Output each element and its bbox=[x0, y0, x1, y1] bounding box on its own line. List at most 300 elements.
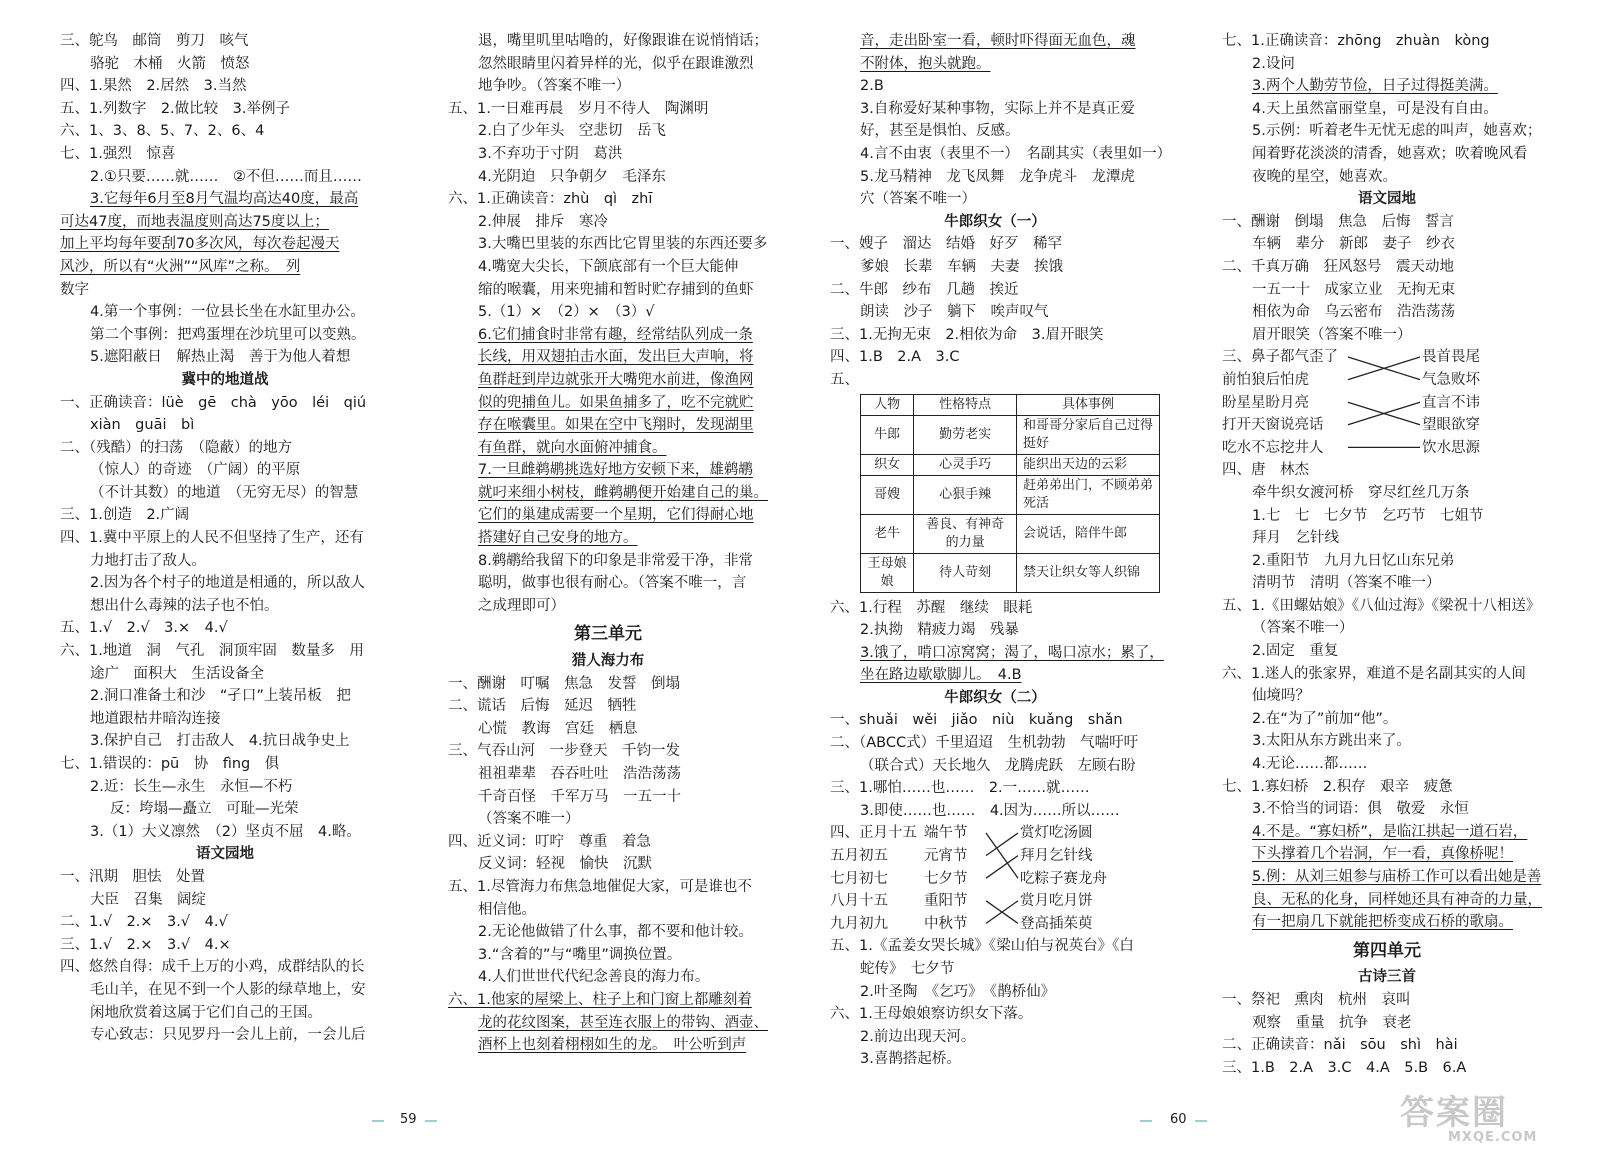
match-item: 九月初九 bbox=[830, 915, 888, 932]
watermark-logo: 答案圈 bbox=[1400, 1093, 1508, 1133]
answer-line bbox=[830, 732, 1160, 755]
answer-text: 闻着野花淡淡的清香，她喜欢；吹着晚风看 bbox=[1252, 145, 1528, 162]
page-number-left: 59 bbox=[400, 1112, 417, 1127]
answer-text: 一、酬谢 倒塌 焦急 后悔 誓言 bbox=[1222, 213, 1454, 230]
answer-line bbox=[448, 414, 768, 437]
answer-line bbox=[830, 324, 1160, 347]
answer-text: 2.①只要……就…… ②不但……而且…… bbox=[90, 168, 362, 185]
answer-text: 拜月 乞针线 bbox=[1252, 530, 1339, 547]
answer-line bbox=[448, 233, 768, 256]
answer-line bbox=[448, 966, 768, 989]
answer-line bbox=[60, 301, 390, 324]
answer-line bbox=[60, 392, 390, 415]
answer-line bbox=[60, 98, 390, 121]
answer-line bbox=[1222, 211, 1552, 234]
answer-line bbox=[1222, 505, 1552, 528]
answer-line bbox=[1222, 798, 1552, 821]
match-item: 望眼欲穿 bbox=[1422, 417, 1480, 434]
answer-text: 五、1.列数字 2.做比较 3.举例子 bbox=[60, 100, 291, 117]
answer-text: 骆驼 木桶 火箭 愤怒 bbox=[90, 55, 250, 72]
answer-text: 六、1.王母娘娘察访织女下落。 bbox=[830, 1006, 1033, 1023]
answer-line bbox=[60, 166, 390, 189]
answer-text: 2.设问 bbox=[1252, 55, 1295, 72]
section-heading: 语文园地 bbox=[196, 846, 254, 863]
answer-line bbox=[1222, 550, 1552, 573]
table-cell: 心灵手巧 bbox=[914, 454, 1017, 475]
answer-text: 穴（答案不唯一） bbox=[860, 191, 976, 208]
answer-line bbox=[60, 572, 390, 595]
answer-line bbox=[448, 369, 768, 392]
answer-text: 4.言不由衷（表里不一） 名副其实（表里如一） bbox=[860, 145, 1172, 162]
answer-line bbox=[60, 143, 390, 166]
answer-line bbox=[448, 718, 768, 741]
answer-line bbox=[830, 755, 1160, 778]
answer-text: 坐在路边歇歇脚儿。 4.B bbox=[860, 667, 1022, 684]
answer-line bbox=[60, 821, 390, 844]
answer-line bbox=[448, 550, 768, 573]
answer-text: 六、1.正确读音：zhù qì zhī bbox=[448, 191, 653, 208]
answer-text: 三、1.创造 2.广阔 bbox=[60, 507, 190, 524]
match-item: 中秋节 bbox=[924, 915, 968, 932]
answer-text: 长线，用双翅拍击水面，发出巨大声响，将 bbox=[478, 349, 754, 366]
answer-line bbox=[1222, 595, 1552, 618]
answer-line bbox=[60, 53, 390, 76]
match-item: 打开天窗说亮话 bbox=[1222, 417, 1324, 434]
match-item: 气急败坏 bbox=[1422, 371, 1480, 388]
section-heading: 古诗三首 bbox=[1358, 969, 1416, 986]
answer-line bbox=[1222, 753, 1552, 776]
answer-line bbox=[448, 527, 768, 550]
answer-text: 2.在“为了”前加“他”。 bbox=[1252, 710, 1398, 727]
answer-text: 4.第一个事例：一位县长坐在水缸里办公。 bbox=[90, 304, 365, 321]
table-cell: 王母娘娘 bbox=[861, 553, 914, 592]
answer-line bbox=[448, 120, 768, 143]
answer-line bbox=[448, 595, 768, 618]
answer-text: 牵牛织女渡河桥 穿尽红丝几万条 bbox=[1252, 484, 1470, 501]
table-row bbox=[861, 553, 1160, 592]
answer-text: 一、正确读音：lüè gē chà yōo léi qiú bbox=[60, 394, 367, 411]
answer-line bbox=[60, 346, 390, 369]
table-row bbox=[861, 475, 1160, 514]
match-item: 吃水不忘挖井人 bbox=[1222, 439, 1324, 456]
table-cell: 待人苛刻 bbox=[914, 553, 1017, 592]
answer-text: 2.固定 重复 bbox=[1252, 643, 1339, 660]
answer-text: 3.不弃功于寸阴 葛洪 bbox=[478, 145, 623, 162]
answer-text: xiàn guāi bì bbox=[90, 417, 195, 434]
answer-line bbox=[1222, 1012, 1552, 1035]
answer-line bbox=[830, 346, 1160, 369]
answer-text: 相信他。 bbox=[478, 901, 536, 918]
matching-lines bbox=[984, 822, 1020, 935]
answer-text: 蛇传》 七夕节 bbox=[860, 961, 955, 978]
answer-text: 二、正确读音：nǎi sōu shì hài bbox=[1222, 1037, 1458, 1054]
section-heading: 第三单元 bbox=[574, 624, 642, 645]
answer-text: 四、唐 林杰 bbox=[1222, 462, 1309, 479]
answer-text: 祖祖辈辈 吞吞吐吐 浩浩荡荡 bbox=[478, 766, 681, 782]
answer-text: 四、1.冀中平原上的人民不但坚持了生产，还有 bbox=[60, 530, 364, 547]
answer-line bbox=[1222, 821, 1552, 844]
match-item: 七夕节 bbox=[924, 870, 968, 887]
answer-line bbox=[60, 776, 390, 799]
answer-line bbox=[448, 831, 768, 854]
answer-line bbox=[448, 1012, 768, 1035]
answer-line bbox=[60, 617, 390, 640]
answer-text: 大臣 召集 阔绽 bbox=[90, 891, 206, 908]
answer-line bbox=[448, 30, 768, 53]
answer-text: 三、1.√ 2.× 3.√ 4.× bbox=[60, 936, 231, 953]
table-cell: 赶弟弟出门，不顾弟弟死活 bbox=[1017, 475, 1160, 514]
answer-line bbox=[448, 740, 768, 763]
table-header: 人物 bbox=[861, 394, 914, 415]
answer-text: 2.叶圣陶 《乞巧》 《鹊桥仙》 bbox=[860, 983, 1056, 1000]
answer-line bbox=[448, 763, 768, 786]
answer-line bbox=[1222, 776, 1552, 799]
answer-line bbox=[1222, 527, 1552, 550]
answer-text: 6.它们捕食时非常有趣，经常结队列成一条 bbox=[478, 326, 753, 343]
answer-text: 聪明，做事也很有耐心。（答案不唯一，言 bbox=[478, 575, 747, 592]
answer-line bbox=[830, 709, 1160, 732]
matching-lines bbox=[1346, 346, 1422, 459]
answer-text: （联合式）天长地久 龙腾虎跃 左顾右盼 bbox=[860, 757, 1136, 774]
answer-line bbox=[1222, 572, 1552, 595]
answer-line bbox=[830, 981, 1160, 1004]
table-cell: 善良、有神奇的力量 bbox=[914, 514, 1017, 553]
match-line bbox=[986, 833, 1018, 856]
match-line bbox=[986, 856, 1018, 879]
answer-text: 忽然眼睛里闪着异样的光，似乎在跟谁激烈 bbox=[478, 55, 754, 72]
answer-line bbox=[1222, 640, 1552, 663]
answer-text: 四、1.B 2.A 3.C bbox=[830, 349, 960, 366]
answer-line bbox=[60, 527, 390, 550]
table-cell: 织女 bbox=[861, 454, 914, 475]
answer-text: 想出什么毒辣的法子也不怕。 bbox=[90, 597, 279, 614]
answer-text: 五、 bbox=[830, 371, 859, 388]
answer-line bbox=[1222, 30, 1552, 53]
match-item: 吃粽子赛龙舟 bbox=[1020, 870, 1107, 887]
answer-line bbox=[830, 597, 1160, 620]
answer-text: 爹娘 长辈 车辆 夫妻 挨饿 bbox=[860, 258, 1063, 275]
answer-line bbox=[448, 876, 768, 899]
answer-text: 七、1.强烈 惊喜 bbox=[60, 145, 176, 162]
answer-line bbox=[60, 120, 390, 143]
answer-text: 一五一十 成家立业 无拘无束 bbox=[1252, 281, 1455, 298]
answer-text: 有鱼群，就向水面俯冲捕食。 bbox=[478, 439, 667, 456]
answer-text: 反义词：轻视 愉快 沉默 bbox=[478, 856, 652, 873]
answer-line bbox=[1222, 889, 1552, 912]
answer-text: 3.不恰当的词语：俱 敬爱 永恒 bbox=[1252, 801, 1469, 818]
answer-text: 3.（1）大义凛然 （2）坚贞不屈 4.略。 bbox=[90, 823, 361, 840]
answer-line bbox=[60, 934, 390, 957]
answer-line bbox=[1222, 279, 1552, 302]
answer-line bbox=[448, 808, 768, 831]
answer-text: 地道跟枯井暗沟连接 bbox=[90, 710, 221, 727]
section-heading: 第四单元 bbox=[1353, 940, 1421, 961]
answer-line bbox=[830, 958, 1160, 981]
table-header: 具体事例 bbox=[1017, 394, 1160, 415]
match-item: 重阳节 bbox=[924, 893, 968, 910]
answer-line bbox=[830, 301, 1160, 324]
column-4 bbox=[1222, 30, 1552, 1079]
answer-text: 一、shuǎi wěi jiǎo niù kuǎng shǎn bbox=[830, 712, 1123, 729]
answer-text: 六、1.他家的屋梁上、柱子上和门窗上都雕刻着 bbox=[448, 991, 752, 1008]
answer-line bbox=[830, 75, 1160, 98]
match-item: 端午节 bbox=[924, 825, 968, 842]
answer-line bbox=[1222, 256, 1552, 279]
answer-line bbox=[1222, 233, 1552, 256]
match-item: 拜月乞针线 bbox=[1020, 848, 1093, 865]
answer-line bbox=[1222, 989, 1552, 1012]
watermark-url: MXQE.COM bbox=[1448, 1130, 1538, 1145]
answer-text: 不附体，抱头就跑。 bbox=[860, 55, 991, 72]
answer-line bbox=[448, 695, 768, 718]
match-item: 赏月吃月饼 bbox=[1020, 893, 1093, 910]
answer-line bbox=[60, 233, 390, 256]
answer-text: 仙境吗？ bbox=[1252, 688, 1310, 705]
answer-text: 3.饿了，啃口凉窝窝；渴了，喝口凉水；累了， bbox=[860, 644, 1164, 661]
answer-line bbox=[60, 979, 390, 1002]
answer-line bbox=[1222, 730, 1552, 753]
answer-line bbox=[830, 664, 1160, 687]
answer-text: 三、鸵鸟 邮筒 剪刀 咳气 bbox=[60, 33, 249, 49]
match-item: 盼星星盼月亮 bbox=[1222, 394, 1309, 411]
answer-line bbox=[830, 53, 1160, 76]
answer-line bbox=[60, 256, 390, 279]
answer-text: 三、1.无拘无束 2.相依为命 3.眉开眼笑 bbox=[830, 326, 1104, 343]
match-item: 三、鼻子都气歪了 bbox=[1222, 349, 1338, 366]
answer-line bbox=[448, 482, 768, 505]
answer-text: 它们的巢建成需要一个星期，它们得耐心地 bbox=[478, 507, 754, 524]
match-item: 直言不讳 bbox=[1422, 394, 1480, 411]
answer-line bbox=[830, 369, 1160, 392]
section-heading: 牛郎织女（二） bbox=[944, 689, 1046, 706]
answer-line bbox=[1222, 866, 1552, 889]
answer-line bbox=[448, 53, 768, 76]
table-cell: 哥嫂 bbox=[861, 475, 914, 514]
page-deco bbox=[372, 1120, 384, 1122]
answer-line bbox=[1222, 663, 1552, 686]
answer-text: 毛山羊，在见不到一个人影的绿草地上，安 bbox=[90, 981, 366, 998]
answer-text: 2.伸展 排斥 寒冷 bbox=[478, 213, 608, 230]
section-heading: 语文园地 bbox=[1358, 191, 1416, 208]
answer-text: 第二个事例：把鸡蛋埋在沙坑里可以变熟。 bbox=[90, 326, 366, 343]
answer-text: 夜晚的星空，她喜欢。 bbox=[1252, 168, 1397, 185]
answer-text: 风沙，所以有“火洲”“风库”之称。 列 bbox=[60, 258, 301, 275]
answer-text: 四、1.果然 2.居然 3.当然 bbox=[60, 78, 247, 95]
answer-text: 朗读 沙子 躺下 唉声叹气 bbox=[860, 304, 1049, 321]
answer-line bbox=[60, 414, 390, 437]
answer-text: 一、嫂子 溜达 结婚 好歹 稀罕 bbox=[830, 236, 1062, 253]
answer-line bbox=[448, 256, 768, 279]
answer-text: 五、1.尽管海力布焦急地催促大家，可是谁也不 bbox=[448, 878, 752, 895]
answer-line bbox=[1222, 708, 1552, 731]
answer-text: 相依为命 乌云密布 浩浩荡荡 bbox=[1252, 304, 1455, 321]
answer-text: 六、1、3、8、5、7、2、6、4 bbox=[60, 123, 265, 140]
answer-line bbox=[60, 75, 390, 98]
answer-text: 2.近：长生—永生 永恒—不朽 bbox=[90, 778, 293, 795]
match-item: 元宵节 bbox=[924, 848, 968, 865]
answer-text: 4.无论……都…… bbox=[1252, 756, 1368, 773]
answer-text: 3.“含着的”与“嘴里”调换位置。 bbox=[478, 946, 682, 963]
answer-text: 2.重阳节 九月九日忆山东兄弟 bbox=[1252, 552, 1455, 569]
answer-text: 3.喜鹊搭起桥。 bbox=[860, 1051, 961, 1068]
answer-line bbox=[1222, 120, 1552, 143]
answer-line bbox=[830, 800, 1160, 823]
answer-text: 四、悠然自得：成千上万的小鸡，成群结队的长 bbox=[60, 959, 365, 976]
table-row bbox=[861, 415, 1160, 454]
answer-line bbox=[60, 956, 390, 979]
answer-line bbox=[448, 211, 768, 234]
answer-line bbox=[448, 673, 768, 696]
answer-text: 7.一旦雌鹈鹕挑选好地方安顿下来，雄鹈鹕 bbox=[478, 462, 753, 479]
answer-line bbox=[60, 911, 390, 934]
answer-line bbox=[1222, 143, 1552, 166]
answer-text: 力地打击了敌人。 bbox=[90, 552, 206, 569]
answer-line bbox=[60, 708, 390, 731]
answer-text: （惊人）的奇迹 （广阔）的平原 bbox=[90, 462, 301, 479]
answer-text: 眉开眼笑（答案不唯一） bbox=[1252, 326, 1412, 343]
answer-line bbox=[1222, 911, 1552, 934]
character-table bbox=[860, 394, 1160, 593]
answer-text: 良、无私的化身，同样她还具有神奇的力量， bbox=[1252, 891, 1542, 908]
answer-text: 5.遮阳蔽日 解热止渴 善于为他人着想 bbox=[90, 349, 351, 366]
answer-text: 1.七 七 七夕节 乞巧节 七姐节 bbox=[1252, 507, 1484, 524]
answer-text: 4.天上虽然富丽堂皇，可是没有自由。 bbox=[1252, 100, 1498, 117]
answer-line bbox=[448, 392, 768, 415]
answer-line bbox=[60, 30, 390, 53]
answer-line bbox=[448, 166, 768, 189]
table-cell: 老牛 bbox=[861, 514, 914, 553]
answer-line bbox=[830, 1003, 1160, 1026]
answer-text: 存在喉囊里。如果在空中飞翔时，发现湖里 bbox=[478, 417, 754, 434]
answer-line bbox=[830, 120, 1160, 143]
match-item: 饮水思源 bbox=[1422, 439, 1480, 456]
answer-text: 二、千真万确 狂风怒号 震天动地 bbox=[1222, 258, 1454, 275]
answer-text: 酒杯上也刻着栩栩如生的龙。 叶公听到声 bbox=[478, 1037, 747, 1054]
answer-text: 一、汛期 胆怯 处置 bbox=[60, 868, 205, 885]
answer-text: 二、（ABCC式）千里迢迢 生机勃勃 气喘吁吁 bbox=[830, 735, 1139, 752]
answer-line bbox=[60, 279, 390, 302]
answer-line bbox=[830, 256, 1160, 279]
answer-line bbox=[60, 459, 390, 482]
page-deco bbox=[1140, 1120, 1152, 1122]
table-cell: 会说话，陪伴牛郎 bbox=[1017, 514, 1160, 553]
answer-line bbox=[1222, 843, 1552, 866]
answer-line bbox=[1222, 1057, 1552, 1080]
answer-line bbox=[448, 786, 768, 809]
answer-line bbox=[448, 504, 768, 527]
column-1 bbox=[60, 30, 390, 1047]
answer-text: 清明节 清明（答案不唯一） bbox=[1252, 575, 1441, 592]
table-cell: 能织出天边的云彩 bbox=[1017, 454, 1160, 475]
answer-text: 3.即使……也…… 4.因为……所以…… bbox=[860, 802, 1120, 819]
column-2 bbox=[448, 30, 768, 1057]
answer-line bbox=[60, 798, 390, 821]
answer-line bbox=[830, 143, 1172, 166]
match-item: 赏灯吃汤圆 bbox=[1020, 825, 1093, 842]
answer-text: 4.光阴迫 只争朝夕 毛泽东 bbox=[478, 168, 666, 185]
answer-text: 加上平均每年要刮70多次风，每次卷起漫天 bbox=[60, 236, 340, 253]
answer-text: 观察 重量 抗争 衰老 bbox=[1252, 1014, 1412, 1031]
answer-line bbox=[448, 279, 768, 302]
answer-text: 4.嘴宽大尖长，下颌底部有一个巨大能伸 bbox=[478, 258, 739, 275]
answer-text: 五、1.《田螺姑娘》《八仙过海》《梁祝十八相送》 bbox=[1222, 597, 1541, 614]
answer-line bbox=[60, 889, 390, 912]
page-deco bbox=[1195, 1120, 1207, 1122]
answer-text: 之成理即可） bbox=[478, 597, 565, 614]
answer-line bbox=[448, 301, 768, 324]
answer-line bbox=[60, 730, 390, 753]
answer-text: 下头撑着几个岩洞，乍一看，真像桥呢！ bbox=[1252, 846, 1513, 863]
answer-line bbox=[1222, 482, 1552, 505]
answer-line bbox=[60, 550, 390, 573]
festival-matching bbox=[830, 822, 1160, 935]
answer-line bbox=[448, 1034, 768, 1057]
idiom-matching bbox=[1222, 346, 1552, 459]
answer-line bbox=[448, 75, 768, 98]
answer-text: 搭建好自己安身的地方。 bbox=[478, 530, 638, 547]
answer-text: 七、1.寡妇桥 2.积存 艰辛 疲惫 bbox=[1222, 778, 1453, 795]
answer-text: 龙的花纹图案，甚至连衣服上的带钩、酒壶、 bbox=[478, 1014, 768, 1031]
answer-line bbox=[448, 572, 768, 595]
answer-text: 3.太阳从东方跳出来了。 bbox=[1252, 733, 1411, 750]
answer-text: 车辆 辈分 新郎 妻子 纱衣 bbox=[1252, 236, 1455, 253]
answer-text: 缩的喉囊，用来兜捕和暂时贮存捕到的鱼虾 bbox=[478, 281, 754, 298]
answer-text: 4.不是。“寡妇桥”，是临江拱起一道石岩， bbox=[1252, 823, 1528, 840]
answer-line bbox=[1222, 459, 1552, 482]
answer-line bbox=[60, 482, 390, 505]
answer-text: 四、近义词：叮咛 尊重 着急 bbox=[448, 833, 651, 850]
answer-line bbox=[448, 989, 768, 1012]
answer-text: 5.（1）× （2）× （3）√ bbox=[478, 304, 655, 321]
answer-line bbox=[830, 1026, 1160, 1049]
answer-line bbox=[60, 1002, 390, 1025]
answer-line bbox=[448, 853, 768, 876]
answer-line bbox=[448, 346, 768, 369]
table-cell: 禁天让织女等人织锦 bbox=[1017, 553, 1160, 592]
answer-line bbox=[60, 640, 390, 663]
answer-text: 三、1.哪怕……也…… 2.一……就…… bbox=[830, 780, 1090, 797]
answer-text: 退，嘴里叽里咕噜的，好像跟谁在说悄悄话； bbox=[478, 33, 768, 49]
answer-text: 2.白了少年头 空悲切 岳飞 bbox=[478, 123, 666, 140]
answer-line bbox=[448, 944, 768, 967]
answer-text: 二、谎话 后悔 延迟 牺牲 bbox=[448, 698, 637, 715]
answer-text: （答案不唯一） bbox=[478, 811, 580, 828]
answer-text: 七、1.正确读音：zhōng zhuàn kòng bbox=[1222, 33, 1490, 49]
answer-text: 一、酬谢 叮嘱 焦急 发誓 倒塌 bbox=[448, 675, 680, 692]
answer-line bbox=[830, 98, 1160, 121]
answer-text: 二、牛郎 纱布 几趟 挨近 bbox=[830, 281, 1019, 298]
answer-text: 8.鹈鹕给我留下的印象是非常爱干净，非常 bbox=[478, 552, 753, 569]
answer-text: 2.无论他做错了什么事，都不要和他计较。 bbox=[478, 924, 753, 941]
table-row bbox=[861, 454, 1160, 475]
answer-text: 六、1.行程 苏醒 继续 眼耗 bbox=[830, 599, 1033, 616]
answer-text: 可达47度，而地表温度则高达75度以上； bbox=[60, 213, 329, 230]
answer-text: 3.保护自己 打击敌人 4.抗日战争史上 bbox=[90, 733, 350, 750]
answer-text: 2.前边出现天河。 bbox=[860, 1028, 976, 1045]
match-item: 八月十五 bbox=[830, 893, 888, 910]
answer-text: 5.例：从刘三姐参与庙桥工作可以看出她是善 bbox=[1252, 869, 1542, 885]
answer-line bbox=[448, 98, 768, 121]
answer-line bbox=[1222, 324, 1552, 347]
answer-line bbox=[448, 437, 768, 460]
answer-text: 三、1.B 2.A 3.C 4.A 5.B 6.A bbox=[1222, 1059, 1467, 1076]
answer-line bbox=[60, 437, 390, 460]
answer-line bbox=[1222, 75, 1552, 98]
answer-line bbox=[60, 188, 390, 211]
answer-line bbox=[60, 504, 390, 527]
answer-text: 二、（残酷）的扫荡 （隐蔽）的地方 bbox=[60, 439, 292, 456]
answer-line bbox=[60, 324, 390, 347]
